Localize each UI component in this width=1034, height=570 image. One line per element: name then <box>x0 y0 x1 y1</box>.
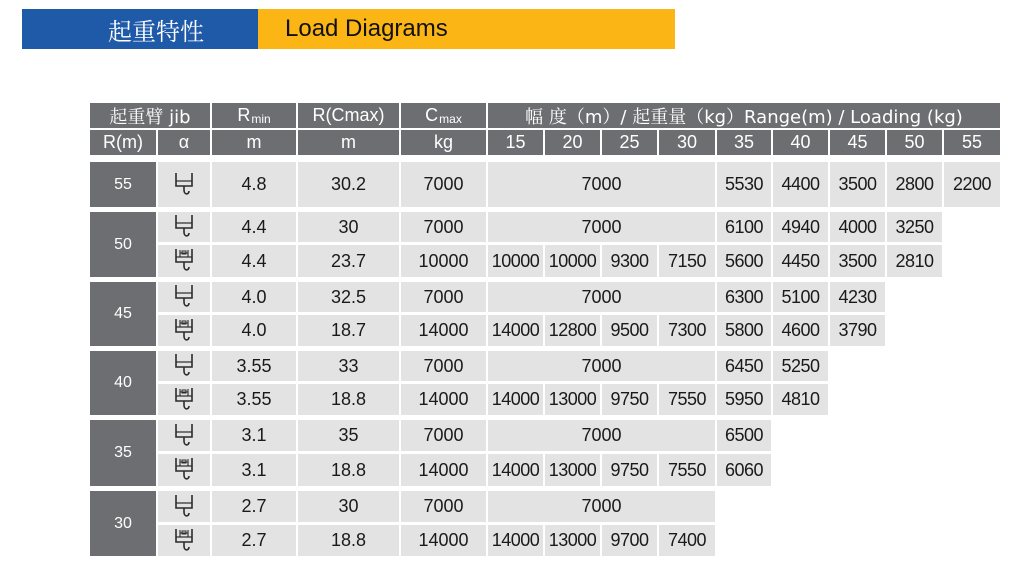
row-30-4-fall-cmax-text: 14000 <box>418 530 469 550</box>
row-55-2-fall-reeving <box>158 162 210 207</box>
english-title-banner <box>258 9 675 49</box>
row-50-2-fall-load-45-text: 4000 <box>838 216 877 237</box>
header-rcmax-text: R(Cmax) <box>312 105 385 125</box>
row-55-2-fall-load-35-text: 5530 <box>724 174 764 194</box>
row-50-4-fall-load-15 <box>488 245 543 277</box>
row-35-4-fall-load-30 <box>659 454 715 486</box>
row-50-2-fall-load-50 <box>887 212 942 242</box>
row-40-2-fall-constant-load <box>488 351 715 381</box>
row-45-2-fall-constant-load-text: 7000 <box>581 286 622 307</box>
row-55-2-fall-load-45 <box>830 162 885 207</box>
header-r-m <box>90 130 156 155</box>
row-30-4-fall-load-25-text: 9700 <box>610 530 649 550</box>
row-45-4-fall-load-20 <box>545 315 600 346</box>
row-35-4-fall-rcmax <box>298 454 399 486</box>
row-55-2-fall-load-45-text: 3500 <box>838 174 877 194</box>
row-50-2-fall-rcmax <box>298 212 399 242</box>
header-range-title <box>488 103 1000 128</box>
row-40-4-fall-rmin <box>212 384 296 415</box>
row-35-4-fall-cmax <box>401 454 486 486</box>
row-35-4-fall-load-15-text: 14000 <box>491 459 540 480</box>
header-range-45 <box>830 130 885 155</box>
row-40-4-fall-load-15-text: 14000 <box>491 389 540 409</box>
row-35-2-fall-rcmax-text: 35 <box>338 425 359 445</box>
row-45-2-fall-constant-load <box>488 282 715 312</box>
row-50-4-fall-reeving <box>158 245 210 277</box>
row-55-2-fall-load-40 <box>773 162 828 207</box>
header-range-title-text: 幅 度（m）/ 起重量（kg）Range(m) / Loading (kg) <box>525 106 963 128</box>
header-rmin-sub: min <box>251 111 271 126</box>
row-45-2-fall-load-35-text: 6300 <box>724 286 764 307</box>
row-50-2-fall-constant-load-text: 7000 <box>581 216 622 237</box>
row-30-2-fall-rmin-text: 2.7 <box>241 496 267 516</box>
row-30-2-fall-reeving <box>158 491 210 522</box>
row-35-4-fall-load-15 <box>488 454 543 486</box>
row-50-4-fall-load-20 <box>545 245 600 277</box>
row-45-4-fall-load-40 <box>773 315 828 346</box>
header-range-50 <box>887 130 942 155</box>
row-30-2-fall-cmax <box>401 491 486 522</box>
row-50-4-fall-load-40 <box>773 245 828 277</box>
row-40-4-fall-load-25 <box>602 384 657 415</box>
row-50-4-fall-load-25-text: 9300 <box>610 250 649 271</box>
header-range-35 <box>717 130 771 155</box>
row-40-4-fall-cmax-text: 14000 <box>418 389 469 409</box>
jib-length-35-text: 35 <box>114 444 132 461</box>
row-55-2-fall-load-50 <box>887 162 942 207</box>
jib-length-45 <box>90 282 156 346</box>
row-40-2-fall-rmin-text: 3.55 <box>236 355 272 376</box>
row-45-2-fall-cmax <box>401 282 486 312</box>
header-range-55 <box>944 130 1000 155</box>
row-45-2-fall-load-40-text: 5100 <box>781 286 820 307</box>
row-30-2-fall-rcmax-text: 30 <box>338 496 359 516</box>
row-45-2-fall-load-40 <box>773 282 828 312</box>
row-30-2-fall-rmin <box>212 491 296 522</box>
header-r-m-text: R(m) <box>103 132 143 152</box>
header-alpha <box>158 130 210 155</box>
chinese-title: 起重特性 <box>108 17 204 46</box>
row-45-4-fall-load-45-text: 3790 <box>838 320 877 340</box>
header-cmax-main: C <box>425 105 439 125</box>
row-50-2-fall-cmax <box>401 212 486 242</box>
row-40-2-fall-load-40 <box>773 351 828 381</box>
row-45-4-fall-load-25-text: 9500 <box>610 320 649 340</box>
row-50-4-fall-load-15-text: 10000 <box>491 250 540 271</box>
row-45-4-fall-reeving <box>158 315 210 346</box>
row-50-2-fall-load-50-text: 3250 <box>895 216 934 237</box>
header-range-50-text: 50 <box>904 132 925 152</box>
row-50-2-fall-load-45 <box>830 212 885 242</box>
row-45-2-fall-rmin-text: 4.0 <box>241 286 267 307</box>
row-35-4-fall-rmin <box>212 454 296 486</box>
row-45-4-fall-load-40-text: 4600 <box>781 320 820 340</box>
row-40-4-fall-load-20-text: 13000 <box>548 389 597 409</box>
row-55-2-fall-rmin <box>212 162 296 207</box>
english-title: Load Diagrams <box>285 15 448 42</box>
header-cmax <box>401 103 486 128</box>
row-50-4-fall-rcmax-text: 23.7 <box>330 250 367 271</box>
row-35-4-fall-load-20 <box>545 454 600 486</box>
row-35-4-fall-load-25-text: 9750 <box>610 459 649 480</box>
row-40-4-fall-load-35-text: 5950 <box>724 389 764 409</box>
row-50-4-fall-load-50-text: 2810 <box>895 250 934 271</box>
row-40-4-fall-load-20 <box>545 384 600 415</box>
row-35-4-fall-rcmax-text: 18.8 <box>330 459 367 480</box>
row-35-4-fall-load-20-text: 13000 <box>548 459 597 480</box>
row-50-2-fall-rcmax-text: 30 <box>338 216 359 237</box>
row-45-4-fall-load-30-text: 7300 <box>667 320 707 340</box>
row-40-2-fall-cmax-text: 7000 <box>423 355 464 376</box>
row-40-2-fall-rcmax <box>298 351 399 381</box>
jib-length-40 <box>90 351 156 415</box>
row-30-4-fall-rmin-text: 2.7 <box>241 530 267 550</box>
row-30-4-fall-rcmax-text: 18.8 <box>330 530 367 550</box>
header-range-25-text: 25 <box>619 132 640 152</box>
row-45-4-fall-load-45 <box>830 315 885 346</box>
row-35-4-fall-load-30-text: 7550 <box>667 459 707 480</box>
row-35-4-fall-cmax-text: 14000 <box>418 459 469 480</box>
row-45-2-fall-cmax-text: 7000 <box>423 286 464 307</box>
header-unit-m-1 <box>212 130 296 155</box>
jib-length-55-text: 55 <box>114 175 132 193</box>
row-45-4-fall-load-20-text: 12800 <box>548 320 597 340</box>
jib-length-45-text: 45 <box>114 305 132 322</box>
row-55-2-fall-constant-load <box>488 162 715 207</box>
row-35-2-fall-constant-load <box>488 420 715 451</box>
row-35-4-fall-reeving <box>158 454 210 486</box>
jib-length-50-text: 50 <box>114 235 132 253</box>
row-55-2-fall-cmax-text: 7000 <box>423 174 464 194</box>
row-40-4-fall-load-35 <box>717 384 771 415</box>
header-jib-text: 起重臂 jib <box>109 106 191 128</box>
row-55-2-fall-constant-load-text: 7000 <box>581 174 622 194</box>
two-fall-hook-icon <box>173 214 195 240</box>
row-55-2-fall-load-55-text: 2200 <box>952 174 992 194</box>
header-rcmax <box>298 103 399 128</box>
row-50-4-fall-load-50 <box>887 245 942 277</box>
header-range-15-text: 15 <box>505 132 526 152</box>
chinese-title-banner <box>22 9 258 49</box>
row-40-2-fall-load-35-text: 6450 <box>724 355 764 376</box>
row-35-2-fall-rmin <box>212 420 296 451</box>
header-rmin-main: R <box>237 105 251 125</box>
row-30-4-fall-rcmax <box>298 525 399 556</box>
row-30-2-fall-constant-load <box>488 491 715 522</box>
row-45-4-fall-load-30 <box>659 315 715 346</box>
row-40-4-fall-load-40-text: 4810 <box>781 389 820 409</box>
row-50-2-fall-load-35 <box>717 212 771 242</box>
row-45-4-fall-rmin <box>212 315 296 346</box>
four-fall-hook-icon <box>173 248 195 274</box>
row-30-2-fall-rcmax <box>298 491 399 522</box>
row-40-4-fall-load-25-text: 9750 <box>610 389 649 409</box>
two-fall-hook-icon <box>173 284 195 310</box>
row-50-4-fall-load-30-text: 7150 <box>667 250 707 271</box>
row-40-2-fall-rmin <box>212 351 296 381</box>
row-50-4-fall-rcmax <box>298 245 399 277</box>
row-30-4-fall-reeving <box>158 525 210 556</box>
header-cmax-sub: max <box>439 111 462 126</box>
row-40-2-fall-load-40-text: 5250 <box>781 355 820 376</box>
row-50-4-fall-load-35-text: 5600 <box>724 250 764 271</box>
row-50-4-fall-load-25 <box>602 245 657 277</box>
row-35-4-fall-load-35 <box>717 454 771 486</box>
row-45-2-fall-reeving <box>158 282 210 312</box>
row-50-2-fall-load-40-text: 4940 <box>781 216 820 237</box>
row-40-2-fall-cmax <box>401 351 486 381</box>
row-40-4-fall-rmin-text: 3.55 <box>236 389 272 409</box>
row-40-2-fall-rcmax-text: 33 <box>338 355 359 376</box>
row-45-4-fall-cmax <box>401 315 486 346</box>
row-45-2-fall-load-45 <box>830 282 885 312</box>
row-50-4-fall-load-20-text: 10000 <box>548 250 597 271</box>
row-50-2-fall-rmin <box>212 212 296 242</box>
header-range-20 <box>545 130 600 155</box>
two-fall-hook-icon <box>173 494 195 520</box>
row-35-4-fall-load-25 <box>602 454 657 486</box>
row-35-2-fall-cmax-text: 7000 <box>423 425 464 445</box>
row-50-4-fall-rmin <box>212 245 296 277</box>
row-50-4-fall-load-40-text: 4450 <box>781 250 820 271</box>
row-50-2-fall-constant-load <box>488 212 715 242</box>
row-40-4-fall-rcmax-text: 18.8 <box>330 389 367 409</box>
row-55-2-fall-rcmax-text: 30.2 <box>330 174 367 194</box>
row-45-4-fall-load-35-text: 5800 <box>724 320 764 340</box>
row-50-4-fall-load-35 <box>717 245 771 277</box>
header-range-40 <box>773 130 828 155</box>
row-45-2-fall-rcmax-text: 32.5 <box>330 286 367 307</box>
jib-length-50 <box>90 212 156 277</box>
row-35-2-fall-load-35 <box>717 420 771 451</box>
row-55-2-fall-load-40-text: 4400 <box>781 174 820 194</box>
row-40-4-fall-cmax <box>401 384 486 415</box>
row-50-4-fall-cmax <box>401 245 486 277</box>
header-range-20-text: 20 <box>562 132 583 152</box>
row-30-2-fall-constant-load-text: 7000 <box>581 496 622 516</box>
header-range-30 <box>659 130 715 155</box>
row-55-2-fall-load-55 <box>944 162 1000 207</box>
row-30-4-fall-load-25 <box>602 525 657 556</box>
header-unit-m-1-text: m <box>246 132 262 152</box>
row-45-2-fall-rmin <box>212 282 296 312</box>
row-35-2-fall-reeving <box>158 420 210 451</box>
header-rmin <box>212 103 296 128</box>
row-50-4-fall-load-30 <box>659 245 715 277</box>
row-45-2-fall-load-35 <box>717 282 771 312</box>
row-30-4-fall-load-15-text: 14000 <box>491 530 540 550</box>
header-unit-m-2 <box>298 130 399 155</box>
row-45-4-fall-rcmax-text: 18.7 <box>330 320 367 340</box>
row-40-4-fall-rcmax <box>298 384 399 415</box>
two-fall-hook-icon <box>173 172 195 198</box>
four-fall-hook-icon <box>173 457 195 483</box>
row-40-2-fall-load-35 <box>717 351 771 381</box>
row-35-2-fall-rcmax <box>298 420 399 451</box>
header-jib <box>90 103 210 128</box>
jib-length-40-text: 40 <box>114 374 132 391</box>
row-50-4-fall-rmin-text: 4.4 <box>241 250 267 271</box>
row-30-4-fall-rmin <box>212 525 296 556</box>
header-alpha-text: α <box>178 132 190 152</box>
row-40-4-fall-load-30-text: 7550 <box>667 389 707 409</box>
four-fall-hook-icon <box>173 387 195 413</box>
jib-length-55 <box>90 162 156 207</box>
header-unit-m-2-text: m <box>341 132 356 152</box>
row-35-2-fall-rmin-text: 3.1 <box>241 425 267 445</box>
row-45-2-fall-rcmax <box>298 282 399 312</box>
two-fall-hook-icon <box>173 353 195 379</box>
header-unit-kg-text: kg <box>433 132 453 152</box>
row-45-2-fall-load-45-text: 4230 <box>838 286 877 307</box>
row-50-2-fall-reeving <box>158 212 210 242</box>
jib-length-30 <box>90 491 156 556</box>
row-35-2-fall-constant-load-text: 7000 <box>581 425 622 445</box>
row-50-2-fall-rmin-text: 4.4 <box>241 216 267 237</box>
row-30-4-fall-load-30-text: 7400 <box>667 530 707 550</box>
four-fall-hook-icon <box>173 528 195 554</box>
jib-length-30-text: 30 <box>114 514 132 532</box>
row-30-4-fall-load-15 <box>488 525 543 556</box>
row-55-2-fall-rmin-text: 4.8 <box>241 174 267 194</box>
row-55-2-fall-load-35 <box>717 162 771 207</box>
header-range-15 <box>488 130 543 155</box>
row-50-4-fall-load-45 <box>830 245 885 277</box>
header-range-35-text: 35 <box>733 132 755 152</box>
row-45-4-fall-load-35 <box>717 315 771 346</box>
row-55-2-fall-rcmax <box>298 162 399 207</box>
row-45-4-fall-rcmax <box>298 315 399 346</box>
row-45-4-fall-cmax-text: 14000 <box>418 320 469 340</box>
row-30-4-fall-load-20-text: 13000 <box>548 530 597 550</box>
row-55-2-fall-load-50-text: 2800 <box>895 174 934 194</box>
row-55-2-fall-cmax <box>401 162 486 207</box>
row-40-4-fall-load-15 <box>488 384 543 415</box>
row-40-2-fall-reeving <box>158 351 210 381</box>
header-range-55-text: 55 <box>961 132 983 152</box>
jib-length-35 <box>90 420 156 486</box>
row-40-2-fall-constant-load-text: 7000 <box>581 355 622 376</box>
header-range-25 <box>602 130 657 155</box>
four-fall-hook-icon <box>173 318 195 344</box>
row-35-4-fall-rmin-text: 3.1 <box>241 459 267 480</box>
row-50-2-fall-load-40 <box>773 212 828 242</box>
row-30-4-fall-cmax <box>401 525 486 556</box>
row-30-2-fall-cmax-text: 7000 <box>423 496 464 516</box>
row-50-4-fall-cmax-text: 10000 <box>418 250 469 271</box>
row-45-4-fall-load-15-text: 14000 <box>491 320 540 340</box>
row-35-2-fall-load-35-text: 6500 <box>724 425 764 445</box>
header-range-45-text: 45 <box>847 132 868 152</box>
row-45-4-fall-load-15 <box>488 315 543 346</box>
row-40-4-fall-reeving <box>158 384 210 415</box>
row-35-4-fall-load-35-text: 6060 <box>724 459 764 480</box>
row-30-4-fall-load-30 <box>659 525 715 556</box>
row-45-4-fall-rmin-text: 4.0 <box>241 320 267 340</box>
header-range-40-text: 40 <box>790 132 811 152</box>
header-unit-kg <box>401 130 486 155</box>
two-fall-hook-icon <box>173 423 195 449</box>
row-45-4-fall-load-25 <box>602 315 657 346</box>
row-50-2-fall-load-35-text: 6100 <box>724 216 764 237</box>
row-40-4-fall-load-30 <box>659 384 715 415</box>
row-50-2-fall-cmax-text: 7000 <box>423 216 464 237</box>
row-35-2-fall-cmax <box>401 420 486 451</box>
row-30-4-fall-load-20 <box>545 525 600 556</box>
header-range-30-text: 30 <box>676 132 698 152</box>
row-50-4-fall-load-45-text: 3500 <box>838 250 877 271</box>
row-40-4-fall-load-40 <box>773 384 828 415</box>
